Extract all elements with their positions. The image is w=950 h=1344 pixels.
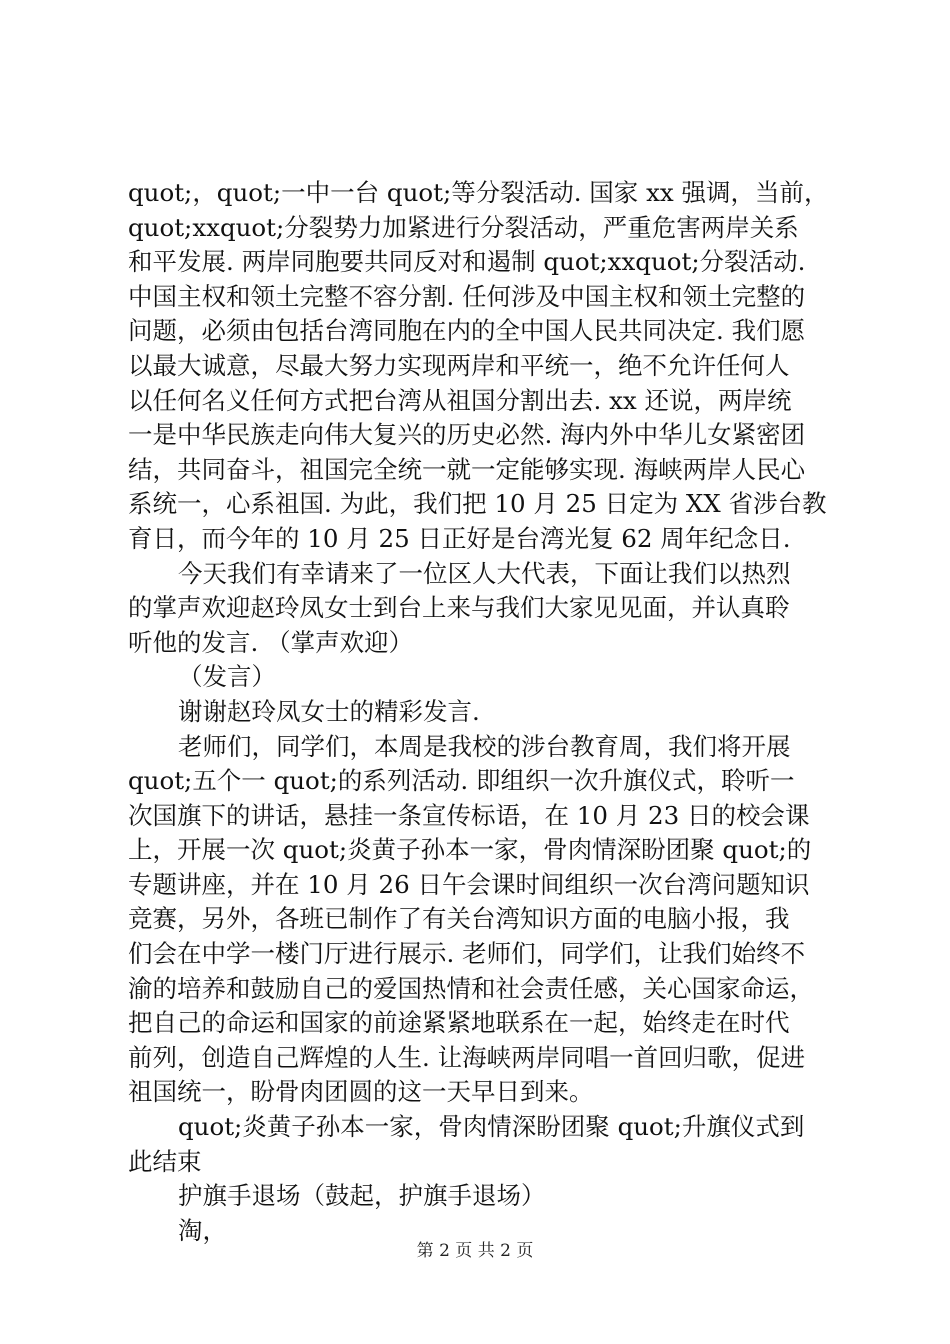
text-line: 以最大诚意，尽最大努力实现两岸和平统一，绝不允许任何人 xyxy=(128,350,790,380)
text-line: 和平发展. 两岸同胞要共同反对和遏制 quot;xxquot;分裂活动. xyxy=(128,247,806,277)
document-body xyxy=(128,176,838,1248)
text-line: 此结束 xyxy=(128,1146,202,1176)
text-line: （发言） xyxy=(178,662,276,692)
text-line: 上，开展一次 quot;炎黄子孙本一家，骨肉情深盼团聚 quot;的 xyxy=(128,835,812,865)
text-line: quot;，quot;一中一台 quot;等分裂活动. 国家 xx 强调，当前， xyxy=(128,178,829,207)
text-line: 谢谢赵玲凤女士的精彩发言. xyxy=(178,696,480,726)
text-line: 把自己的命运和国家的前途紧紧地联系在一起，始终走在时代 xyxy=(128,1008,790,1038)
text-line: 的掌声欢迎赵玲凤女士到台上来与我们大家见见面，并认真聆 xyxy=(128,593,790,623)
text-line: 以任何名义任何方式把台湾从祖国分割出去. xx 还说，两岸统 xyxy=(128,385,792,415)
text-line: 一是中华民族走向伟大复兴的历史必然. 海内外中华儿女紧密团 xyxy=(128,420,806,450)
text-line: 前列，创造自己辉煌的人生. 让海峡两岸同唱一首回归歌，促进 xyxy=(128,1042,806,1072)
text-line: 结，共同奋斗，祖国完全统一就一定能够实现. 海峡两岸人民心 xyxy=(128,454,806,484)
text-line: 祖国统一，盼骨肉团圆的这一天早日到来。 xyxy=(128,1077,594,1107)
text-line: 今天我们有幸请来了一位区人大代表，下面让我们以热烈 xyxy=(178,558,791,588)
text-line: 系统一，心系祖国. 为此，我们把 10 月 25 日定为 XX 省涉台教 xyxy=(128,489,827,519)
text-line: 竞赛，另外，各班已制作了有关台湾知识方面的电脑小报，我 xyxy=(128,904,790,934)
page-number: 第 2 页 共 2 页 xyxy=(416,1241,534,1261)
text-line: 中国主权和领土完整不容分割. 任何涉及中国主权和领土完整的 xyxy=(128,281,806,311)
text-line: 老师们，同学们，本周是我校的涉台教育周，我们将开展 xyxy=(178,731,791,761)
text-line: quot;五个一 quot;的系列活动. 即组织一次升旗仪式，聆听一 xyxy=(128,766,795,796)
text-line: 护旗手退场（鼓起，护旗手退场） xyxy=(178,1181,546,1211)
text-line: 专题讲座，并在 10 月 26 日午会课时间组织一次台湾问题知识 xyxy=(128,869,810,899)
text-line: 问题，必须由包括台湾同胞在内的全中国人民共同决定. 我们愿 xyxy=(128,316,806,346)
text-line: 听他的发言. （掌声欢迎） xyxy=(128,627,414,657)
text-line: 次国旗下的讲话，悬挂一条宣传标语，在 10 月 23 日的校会课 xyxy=(128,800,810,830)
text-line: 们会在中学一楼门厅进行展示. 老师们，同学们，让我们始终不 xyxy=(128,939,806,969)
text-line: quot;炎黄子孙本一家，骨肉情深盼团聚 quot;升旗仪式到 xyxy=(178,1112,805,1142)
text-line: 渝的培养和鼓励自己的爱国热情和社会责任感，关心国家命运， xyxy=(128,973,814,1003)
text-line: 淘， xyxy=(178,1215,227,1245)
text-line: quot;xxquot;分裂势力加紧进行分裂活动，严重危害两岸关系 xyxy=(128,212,799,242)
text-line: 育日，而今年的 10 月 25 日正好是台湾光复 62 周年纪念日. xyxy=(128,523,791,553)
